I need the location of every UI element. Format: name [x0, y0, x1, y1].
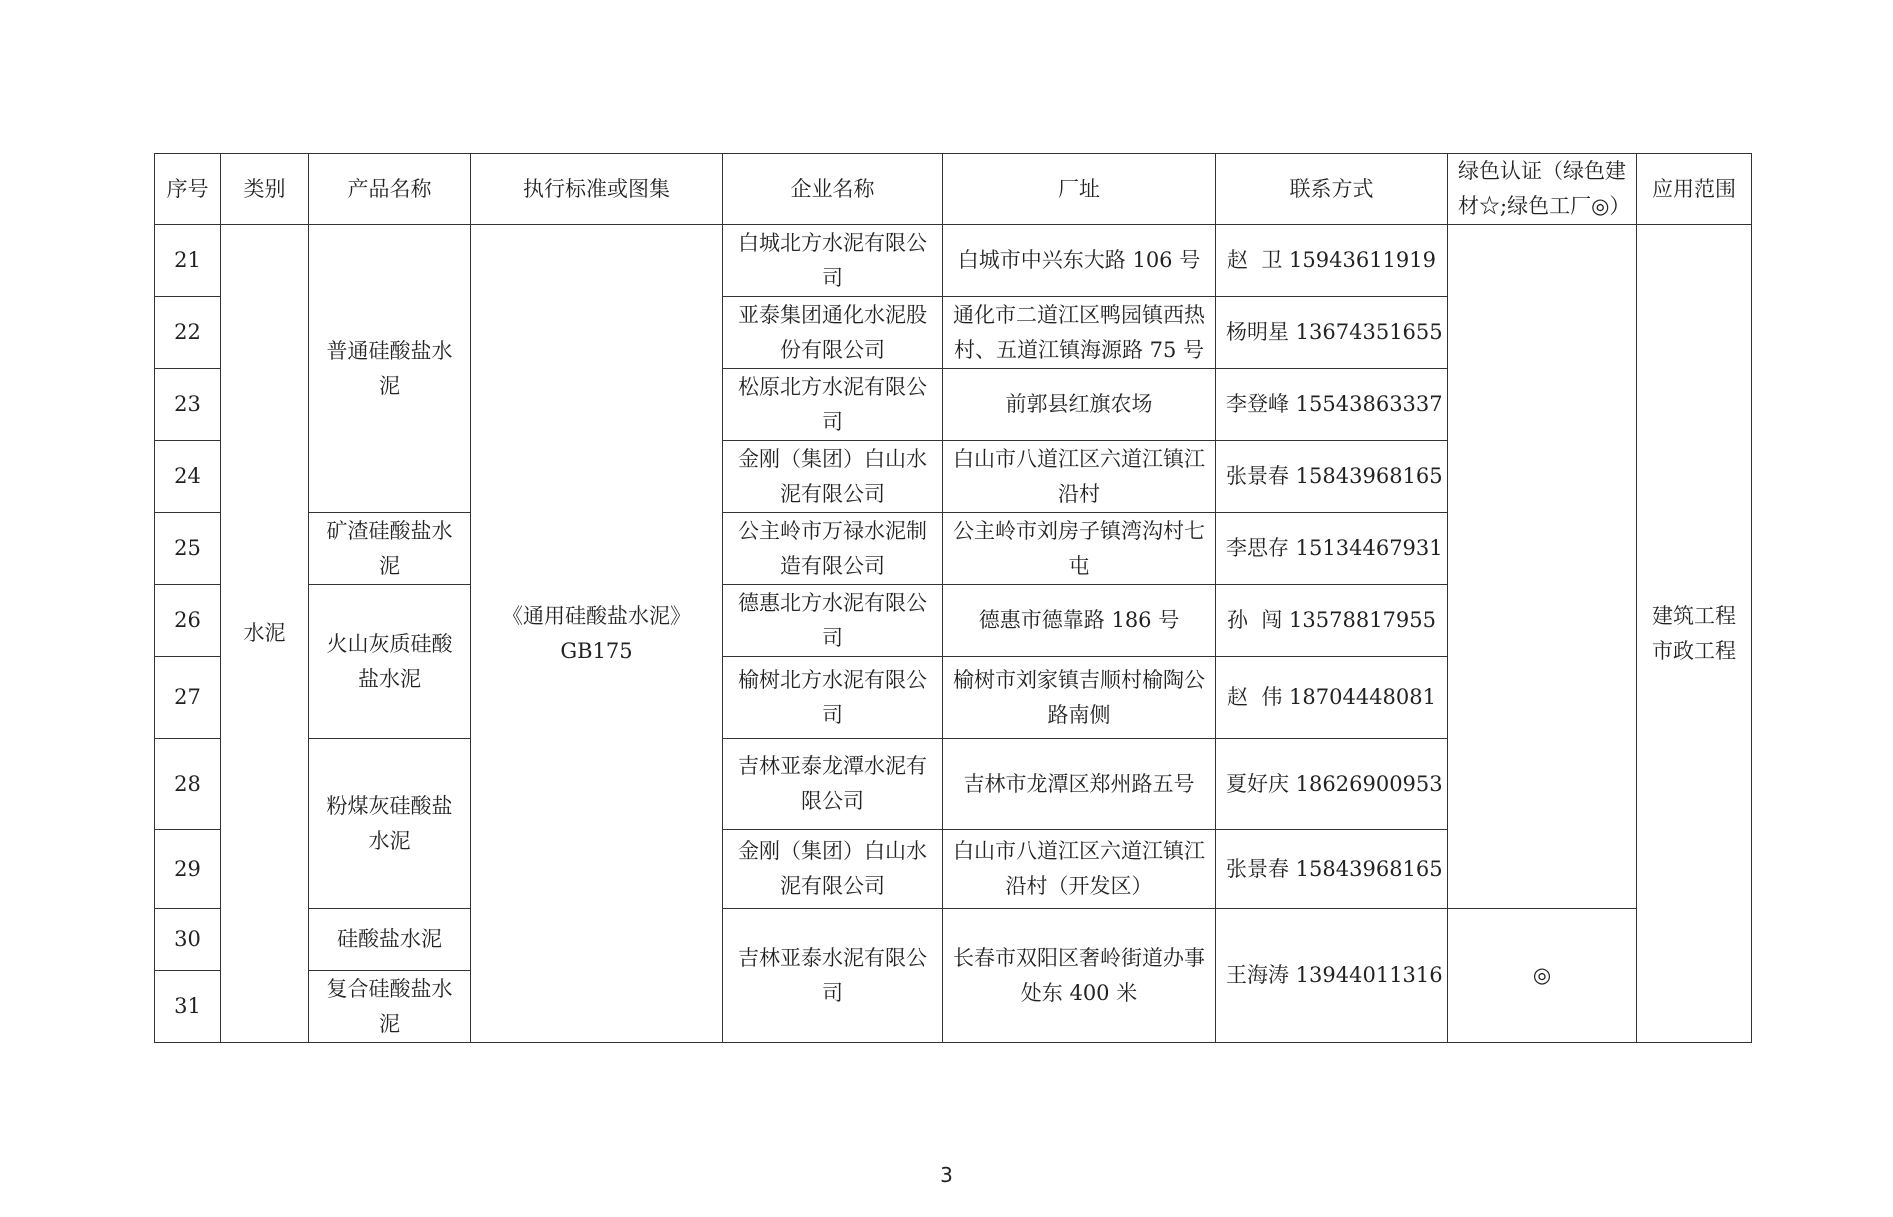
header-company: 企业名称: [723, 154, 943, 225]
company-cell: 吉林亚泰龙潭水泥有限公司: [723, 739, 943, 830]
application-cell: 建筑工程 市政工程: [1637, 225, 1752, 1043]
contact-cell: 王海涛 13944011316: [1216, 909, 1448, 1043]
address-cell: 榆树市刘家镇吉顺村榆陶公路南侧: [943, 657, 1216, 739]
address-cell: 白城市中兴东大路 106 号: [943, 225, 1216, 297]
row-no: 30: [155, 909, 221, 971]
product-cell: 矿渣硅酸盐水泥: [309, 513, 471, 585]
product-cell: 复合硅酸盐水泥: [309, 971, 471, 1043]
certification-cell: ◎: [1448, 909, 1637, 1043]
header-no: 序号: [155, 154, 221, 225]
row-no: 21: [155, 225, 221, 297]
header-address: 厂址: [943, 154, 1216, 225]
address-cell: 白山市八道江区六道江镇江沿村: [943, 441, 1216, 513]
company-cell: 德惠北方水泥有限公司: [723, 585, 943, 657]
contact-cell: 张景春 15843968165: [1216, 441, 1448, 513]
company-cell: 榆树北方水泥有限公司: [723, 657, 943, 739]
row-no: 29: [155, 830, 221, 909]
product-cell: 粉煤灰硅酸盐水泥: [309, 739, 471, 909]
row-no: 25: [155, 513, 221, 585]
product-cell: 普通硅酸盐水泥: [309, 225, 471, 513]
product-cell: 硅酸盐水泥: [309, 909, 471, 971]
company-cell: 公主岭市万禄水泥制造有限公司: [723, 513, 943, 585]
certification-cell-empty: [1448, 225, 1637, 909]
company-cell: 亚泰集团通化水泥股份有限公司: [723, 297, 943, 369]
contact-cell: 张景春 15843968165: [1216, 830, 1448, 909]
contact-cell: 杨明星 13674351655: [1216, 297, 1448, 369]
header-standard: 执行标准或图集: [471, 154, 723, 225]
contact-cell: 李登峰 15543863337: [1216, 369, 1448, 441]
row-no: 26: [155, 585, 221, 657]
address-cell: 吉林市龙潭区郑州路五号: [943, 739, 1216, 830]
company-cell: 松原北方水泥有限公司: [723, 369, 943, 441]
row-no: 27: [155, 657, 221, 739]
contact-cell: 赵 卫 15943611919: [1216, 225, 1448, 297]
category-cell: 水泥: [221, 225, 309, 1043]
product-cell: 火山灰质硅酸盐水泥: [309, 585, 471, 739]
address-cell: 通化市二道江区鸭园镇西热村、五道江镇海源路 75 号: [943, 297, 1216, 369]
company-cell: 金刚（集团）白山水泥有限公司: [723, 830, 943, 909]
table-row: [155, 909, 1752, 971]
row-no: 23: [155, 369, 221, 441]
header-certification: 绿色认证（绿色建材☆;绿色工厂◎）: [1448, 154, 1637, 225]
row-no: 31: [155, 971, 221, 1043]
contact-cell: 李思存 15134467931: [1216, 513, 1448, 585]
row-no: 28: [155, 739, 221, 830]
row-no: 24: [155, 441, 221, 513]
row-no: 22: [155, 297, 221, 369]
products-table: [154, 153, 1752, 1043]
contact-cell: 夏好庆 18626900953: [1216, 739, 1448, 830]
header-application: 应用范围: [1637, 154, 1752, 225]
header-product: 产品名称: [309, 154, 471, 225]
address-cell: 公主岭市刘房子镇湾沟村七屯: [943, 513, 1216, 585]
table-row: [155, 225, 1752, 297]
address-cell: 白山市八道江区六道江镇江沿村（开发区）: [943, 830, 1216, 909]
address-cell: 长春市双阳区奢岭街道办事处东 400 米: [943, 909, 1216, 1043]
contact-cell: 孙 闯 13578817955: [1216, 585, 1448, 657]
company-cell: 金刚（集团）白山水泥有限公司: [723, 441, 943, 513]
contact-cell: 赵 伟 18704448081: [1216, 657, 1448, 739]
header-contact: 联系方式: [1216, 154, 1448, 225]
company-cell: 吉林亚泰水泥有限公司: [723, 909, 943, 1043]
address-cell: 德惠市德靠路 186 号: [943, 585, 1216, 657]
company-cell: 白城北方水泥有限公司: [723, 225, 943, 297]
header-row: [155, 154, 1752, 225]
header-category: 类别: [221, 154, 309, 225]
address-cell: 前郭县红旗农场: [943, 369, 1216, 441]
standard-cell: 《通用硅酸盐水泥》GB175: [471, 225, 723, 1043]
page-number: 3: [940, 1163, 953, 1187]
